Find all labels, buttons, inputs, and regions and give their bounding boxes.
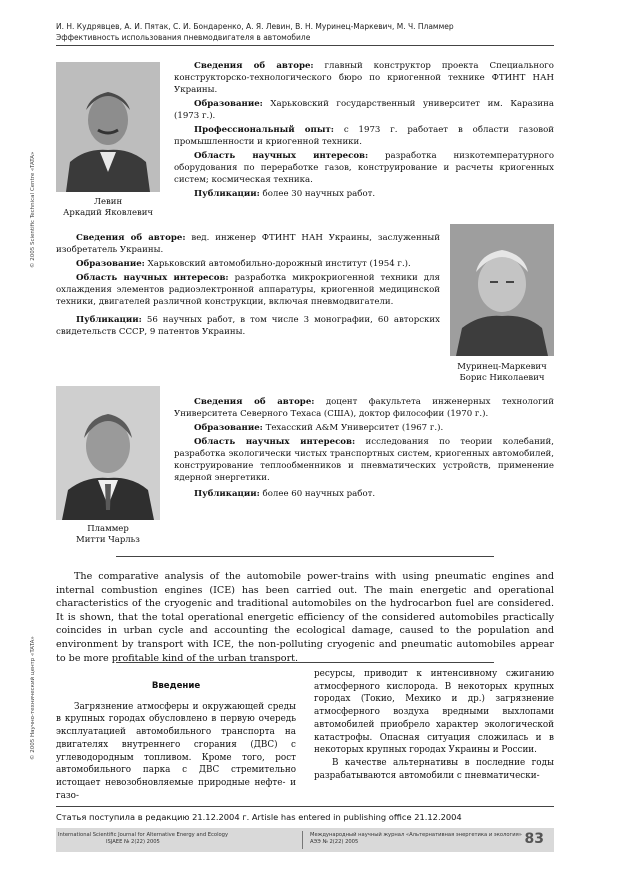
bio-murinets: [56, 232, 440, 338]
experience-label: Профессиональный опыт:: [194, 125, 334, 135]
footer-journal-en-issue: ISJAEE № 2(22) 2005: [106, 839, 160, 845]
info-label: Сведения об авторе:: [76, 233, 186, 243]
interests-label: Область научных интересов:: [194, 151, 369, 161]
page-number: 83: [524, 831, 544, 847]
footer-divider: [302, 831, 303, 849]
caption-surname: Левин: [93, 197, 123, 207]
caption-levin: [50, 197, 166, 219]
interests-text: исследования по теории колебаний, разработка экологически чистых транспортных систем, криогенных автомобилей, конструирование теплообменников и пневматических устройств, применение ядерной энергетики.: [174, 437, 554, 483]
caption-plummer: [50, 524, 166, 546]
footer-journal-en-name: International Scientific Journal for Alternative Energy and Ecology: [58, 832, 229, 838]
education-label: Образование:: [76, 259, 145, 269]
received-note: Статья поступила в редакцию 21.12.2004 г. Artisle has entered in publishing office 21.12.2004: [56, 812, 462, 822]
interests-text: разработка микрокриогенной техники для охлаждения элементов радиоэлектронной аппаратуры, криогенной медицинской техники, двигателей различной конструкции, включая пневмодвигатели.: [56, 273, 440, 307]
intro-paragraph: ресурсы, приводит к интенсивному сжиганию атмосферного кислорода. В некоторых крупных городах (Токио, Мехико и др.) загрязнение атмосферного воздуха вредными выхлопами автомобилей приобрело характер экологической катастрофы. Опасная ситуация сложилась и в некоторых крупных городах Украины и России.: [314, 669, 554, 756]
intro-right-column: [314, 668, 554, 782]
info-text: вед. инженер ФТИНТ НАН Украины, заслуженный изобретатель Украины.: [56, 233, 440, 255]
abstract: [56, 570, 554, 665]
education-text: Харьковский автомобильно-дорожный институт (1954 г.).: [144, 259, 411, 269]
side-copyright-top: © 2005 Scientific Technical Centre «TATA»: [30, 151, 36, 268]
footer-journal-en: [58, 832, 228, 846]
publications-label: Публикации:: [76, 315, 142, 325]
education-text: Техасский A&M Университет (1967 г.).: [262, 423, 444, 433]
header-rule: [56, 45, 554, 46]
abstract-rule-top: [116, 556, 494, 557]
caption-name: Борис Николаевич: [459, 373, 545, 383]
section-heading: Введение: [151, 681, 201, 691]
publications-label: Публикации:: [194, 489, 260, 499]
page-footer: [56, 828, 554, 852]
intro-left-column: [56, 680, 296, 802]
experience-text: с 1973 г. работает в области газовой промышленности и криогенной техники.: [174, 125, 554, 147]
education-label: Образование:: [194, 423, 263, 433]
abstract-rule-bottom: [116, 662, 494, 663]
interests-label: Область научных интересов:: [194, 437, 356, 447]
interests-text: разработка низкотемпературного оборудования по переработке газов, конструирование и расчеты криогенных систем; космическая техника.: [174, 151, 554, 185]
caption-name: Митти Чарльз: [76, 535, 140, 545]
author-photo-plummer: [56, 386, 160, 520]
info-label: Сведения об авторе:: [194, 61, 314, 71]
caption-surname: Муринец-Маркевич: [457, 362, 547, 372]
author-photo-levin: [56, 62, 160, 192]
publications-text: 56 научных работ, в том числе 3 монографии, 60 авторских свидетельств СССР, 9 патентов Украины.: [56, 315, 440, 337]
side-copyright-bottom: © 2005 Научно-технический центр «TATA»: [30, 636, 36, 760]
running-header-title: Эффективность использования пневмодвигателя в автомобиле: [56, 33, 311, 42]
education-label: Образование:: [194, 99, 263, 109]
info-text: главный конструктор проекта Специального конструкторско-технологического бюро по криогенной технике ФТИНТ НАН Украины.: [174, 61, 554, 95]
abstract-text: The comparative analysis of the automobile power-trains with using pneumatic engines and internal combustion engines (ICE) has been carried out. The main energetic and operational characteristics of the cryogenic and traditional automobiles on the hydrocarbon fuel are considered. It is shown, that the total operational energetic efficiency of the considered automobiles practically coincides in urban cycle and accounting the ecological damage, caused to the population and environment by transport with ICE, the non-polluting cryogenic and pneumatic automobiles appear to be more profitable kind of the urban transport.: [56, 571, 554, 664]
info-label: Сведения об авторе:: [194, 397, 315, 407]
author-photo-murinets: [450, 224, 554, 356]
education-text: Харьковский государственный университет им. Каразина (1973 г.).: [174, 99, 554, 121]
bio-levin: [174, 60, 554, 200]
info-text: доцент факультета инженерных технологий Университета Северного Техаса (США), доктор философии (1970 г.).: [174, 397, 554, 419]
publications-label: Публикации:: [194, 189, 260, 199]
bio-plummer: [174, 396, 554, 500]
publications-text: более 60 научных работ.: [259, 489, 376, 499]
running-header-authors: И. Н. Кудрявцев, А. И. Пятак, С. И. Бондаренко, А. Я. Левин, В. Н. Муринец-Маркевич, М. Ч. Пламмер: [56, 22, 454, 31]
footer-journal-ru-issue: АЭЭ № 2(22) 2005: [310, 839, 359, 845]
intro-paragraph: Загрязнение атмосферы и окружающей среды в крупных городах обусловлено в первую очередь эксплуатацией автомобильного транспорта на двигателях внутреннего сгорания (ДВС) с углеводородным топливом. Кроме того, рост автомобильного парка с ДВС стремительно истощает невозобновляемые природные нефте- и газо-: [56, 701, 296, 801]
footer-journal-ru: [310, 832, 522, 846]
footer-journal-ru-name: Международный научный журнал «Альтернативная энергетика и экология»: [310, 832, 522, 838]
caption-surname: Пламмер: [87, 524, 129, 534]
interests-label: Область научных интересов:: [76, 273, 229, 283]
publications-text: более 30 научных работ.: [259, 189, 376, 199]
received-rule: [56, 806, 554, 807]
caption-murinets: [440, 362, 564, 384]
caption-name: Аркадий Яковлевич: [62, 208, 154, 218]
intro-paragraph: В качестве альтернативы в последние годы разрабатываются автомобили с пневматически-: [314, 757, 554, 781]
